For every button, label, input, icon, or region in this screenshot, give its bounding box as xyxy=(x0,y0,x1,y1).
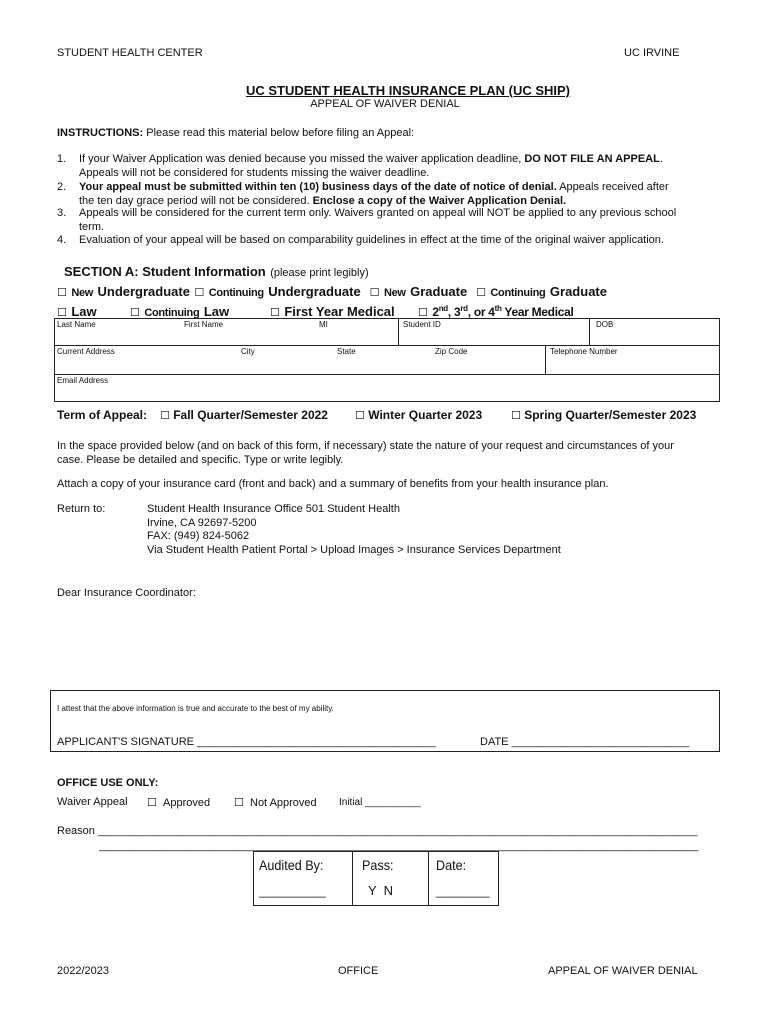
request-instructions: In the space provided below (and on back of this form, if necessary) state the nature of your request and circumstances of your case. Please be detailed and specific. Type or write legibly. xyxy=(57,440,674,466)
attach-instructions: Attach a copy of your insurance card (front and back) and a summary of benefits from your health insurance plan. xyxy=(57,478,609,490)
checkbox-not-approved[interactable]: ☐ xyxy=(234,796,244,809)
student-info-grid xyxy=(54,318,720,402)
audited-by-label: Audited By: xyxy=(259,857,324,873)
checkbox-continuing-graduate[interactable]: ☐ xyxy=(476,286,486,299)
section-a-note: (please print legibly) xyxy=(270,267,369,279)
checkbox-fall[interactable]: ☐ xyxy=(160,409,170,422)
instructions-heading xyxy=(57,127,414,139)
footer-office: OFFICE xyxy=(338,965,379,977)
term-spring-option: ☐ Spring Quarter/Semester 2023 xyxy=(511,408,697,422)
salutation: Dear Insurance Coordinator: xyxy=(57,587,196,599)
checkbox-new-graduate[interactable]: ☐ xyxy=(369,286,380,299)
pass-label: Pass: xyxy=(362,857,394,873)
section-a-title: SECTION A: Student Information xyxy=(64,264,266,279)
telephone-field[interactable]: Telephone Number xyxy=(550,347,618,356)
checkbox-continuing-undergraduate[interactable]: ☐ xyxy=(194,286,205,299)
checkbox-new-undergraduate[interactable]: ☐ xyxy=(57,286,67,299)
upper-year-medical-option: ☐ 2nd, 3rd, or 4th Year Medical xyxy=(418,304,574,319)
footer-form-name: APPEAL OF WAIVER DENIAL xyxy=(548,965,698,977)
approved-option: ☐ Approved xyxy=(147,796,211,809)
return-to-label: Return to: xyxy=(57,503,106,515)
checkbox-winter[interactable]: ☐ xyxy=(355,409,365,422)
student-id-field[interactable]: Student ID xyxy=(403,320,441,329)
checkbox-first-year-medical[interactable]: ☐ xyxy=(270,306,280,319)
city-field[interactable]: City xyxy=(241,347,255,356)
term-of-appeal-row xyxy=(57,408,147,422)
audit-date-field[interactable]: ________ xyxy=(436,884,490,898)
last-name-field[interactable]: Last Name xyxy=(57,320,96,329)
waiver-appeal-label: Waiver Appeal xyxy=(57,796,128,808)
header-left: STUDENT HEALTH CENTER xyxy=(57,47,203,59)
date-field[interactable]: _____________________________ xyxy=(511,736,690,748)
checkbox-upper-year-medical[interactable]: ☐ xyxy=(418,306,428,319)
term-fall-option: ☐ Fall Quarter/Semester 2022 xyxy=(160,408,328,422)
law-option: ☐ Law xyxy=(57,304,97,319)
instructions-text: Please read this material below before filing an Appeal: xyxy=(146,127,415,139)
checkbox-law[interactable]: ☐ xyxy=(57,306,67,319)
return-address: Student Health Insurance Office 501 Student Health Irvine, CA 92697-5200 FAX: (949) 824-5062 Via Student Health Patient Portal > Upload Images > Insurance Services Department xyxy=(147,503,561,556)
checkbox-approved[interactable]: ☐ xyxy=(147,796,157,809)
checkbox-continuing-law[interactable]: ☐ xyxy=(130,306,140,319)
footer-year: 2022/2023 xyxy=(57,965,109,977)
form-title: UC STUDENT HEALTH INSURANCE PLAN (UC SHIP) xyxy=(245,83,571,98)
date-row: DATE _____________________________ xyxy=(480,736,690,748)
reason-row: Reason __________________________________________________________________________________________________ xyxy=(57,825,698,837)
appeal-text-area[interactable] xyxy=(57,603,717,688)
section-a-heading xyxy=(64,263,369,281)
not-approved-option: ☐ Not Approved xyxy=(234,796,317,809)
zip-code-field[interactable]: Zip Code xyxy=(435,347,468,356)
signature-field[interactable]: _______________________________________ xyxy=(197,736,436,748)
term-winter-option: ☐ Winter Quarter 2023 xyxy=(355,408,483,422)
continuing-law-option: ☐ Continuing Law xyxy=(130,304,230,319)
reason-field-line-2[interactable]: __________________________________________________________________________________________________ xyxy=(99,840,699,852)
program-options-row-1: ☐ New Undergraduate ☐ Continuing Undergraduate ☐ New Graduate ☐ Continuing Graduate xyxy=(57,284,607,299)
email-address-field[interactable]: Email Address xyxy=(57,376,109,385)
instructions-label: INSTRUCTIONS: xyxy=(57,127,144,139)
form-subtitle: APPEAL OF WAIVER DENIAL xyxy=(310,98,460,110)
reason-field-line-1[interactable]: __________________________________________________________________________________________________ xyxy=(97,825,698,837)
signature-row: APPLICANT'S SIGNATURE _______________________________________ xyxy=(57,736,436,748)
mi-field[interactable]: MI xyxy=(319,320,328,329)
initial-row: Initial __________ xyxy=(339,797,421,808)
checkbox-spring[interactable]: ☐ xyxy=(511,409,521,422)
header-right: UC IRVINE xyxy=(624,47,680,59)
office-use-heading: OFFICE USE ONLY: xyxy=(57,777,159,789)
state-field[interactable]: State xyxy=(337,347,356,356)
pass-value[interactable]: Y N xyxy=(368,883,394,898)
term-label: Term of Appeal: xyxy=(57,408,148,422)
first-year-medical-option: ☐ First Year Medical xyxy=(270,304,395,319)
current-address-field[interactable]: Current Address xyxy=(57,347,115,356)
first-name-field[interactable]: First Name xyxy=(184,320,224,329)
audited-by-field[interactable]: __________ xyxy=(259,884,326,898)
initial-field[interactable]: __________ xyxy=(365,797,421,808)
dob-field[interactable]: DOB xyxy=(596,320,614,329)
audit-date-label: Date: xyxy=(436,857,467,873)
attestation-text: I attest that the above information is true and accurate to the best of my ability. xyxy=(57,704,334,713)
